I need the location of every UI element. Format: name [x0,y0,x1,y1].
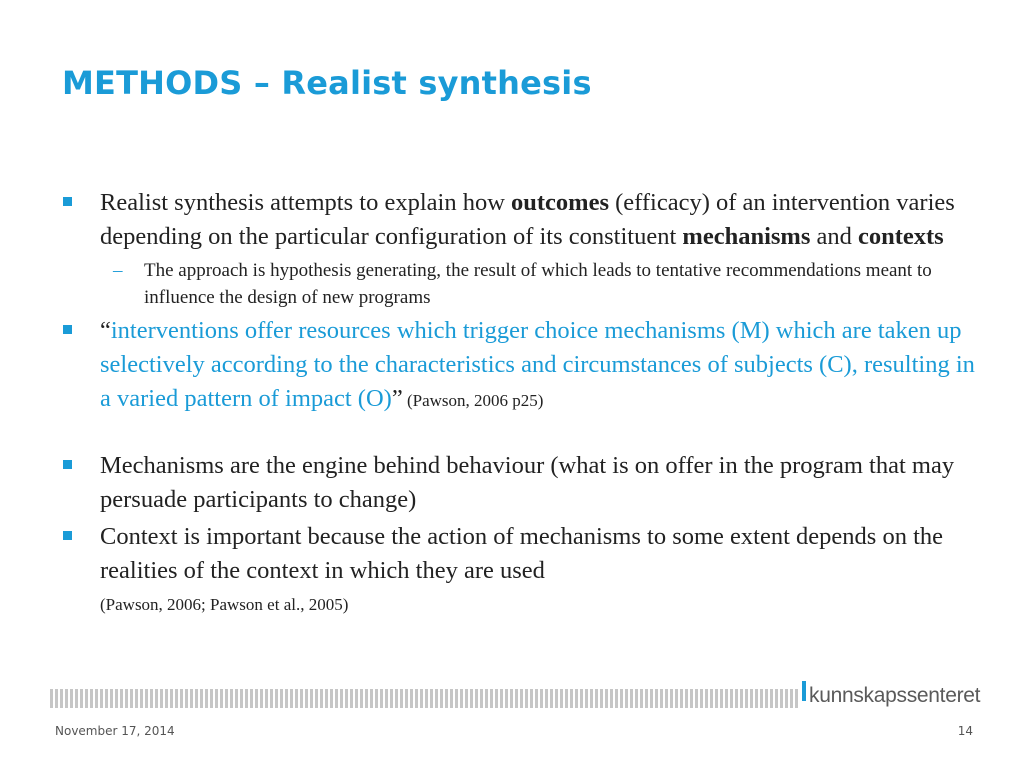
sub-bullet-hypothesis [113,257,982,311]
quote-text: interventions offer resources which trigger choice mechanisms (M) which are taken up selectively according to the characteristics and circumstances of subjects (C), resulting in a varied pattern of impact (O) [100,317,975,412]
bullet-text: (efficacy) of an intervention varies depending on the particular configuration of its constituent [100,189,955,250]
square-bullet-icon [63,460,72,469]
citation: (Pawson, 2006; Pawson et al., 2005) [100,595,349,614]
logo-text: kunnskapssenteret [809,684,981,707]
square-bullet-icon [63,197,72,206]
bold-term-contexts: contexts [857,223,944,250]
open-quote: “ [100,317,111,344]
bullet-text: Context is important because the action of mechanisms to some extent depends on the realities of the context in which they are used [100,523,944,584]
bullet-item-context [62,520,982,622]
dash-bullet-icon: – [113,260,123,281]
bullet-item-mechanisms [62,449,982,517]
close-quote: ” [391,385,403,412]
square-bullet-icon [63,531,72,540]
citation: (Pawson, 2006 p25) [402,391,544,410]
square-bullet-icon [63,325,72,334]
footer-stripe-bar [50,689,798,708]
bold-term-outcomes: outcomes [511,189,609,216]
kunnskapssenteret-logo [802,681,980,711]
bullet-text: Mechanisms are the engine behind behaviour (what is on offer in the program that may persuade participants to change) [100,452,955,513]
sub-bullet-text: The approach is hypothesis generating, the result of which leads to tentative recommendations meant to influence the design of new programs [144,260,932,308]
bullet-item-realist-synthesis [62,186,982,254]
slide-content [62,186,982,622]
logo-accent-bar [802,681,806,701]
bullet-text: Realist synthesis attempts to explain how [100,189,512,216]
bullet-text: and [810,223,858,250]
footer-date: November 17, 2014 [55,724,175,738]
bullet-item-quote [62,314,982,418]
page-number: 14 [957,724,973,738]
bold-term-mechanisms: mechanisms [682,223,811,250]
slide-title: METHODS – Realist synthesis [62,64,592,102]
